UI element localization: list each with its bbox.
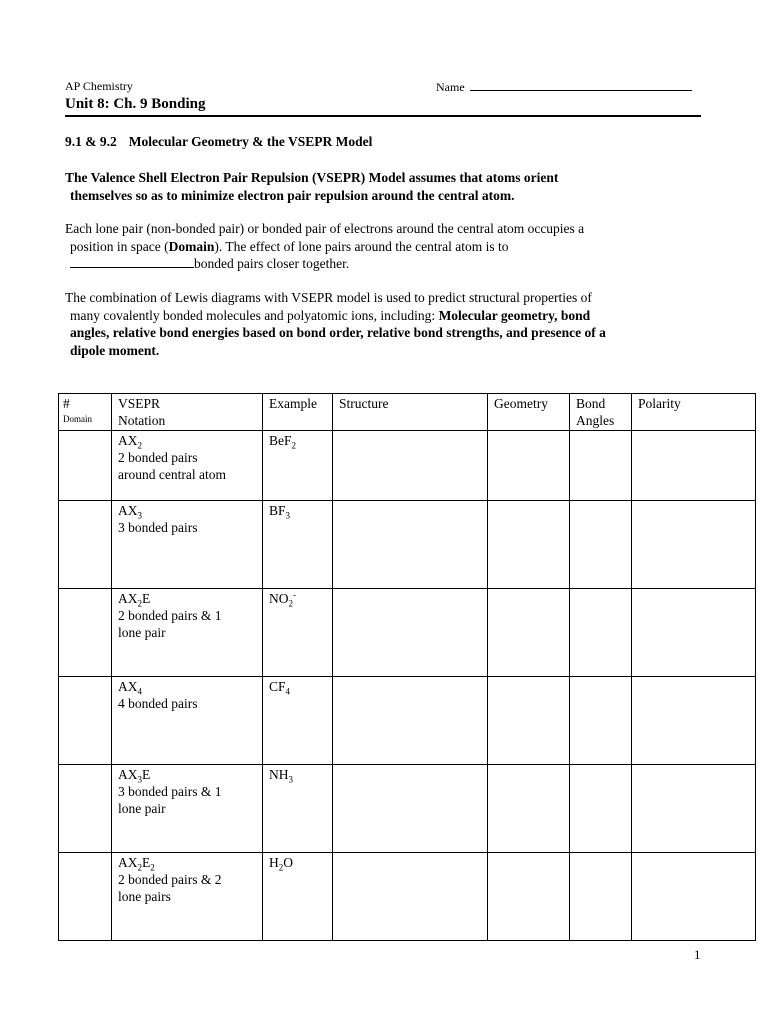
table-row bbox=[59, 853, 756, 941]
notation-base: AX bbox=[118, 679, 138, 694]
fill-in-blank bbox=[70, 255, 194, 268]
cell-polarity[interactable] bbox=[632, 677, 756, 765]
p3-line2 bbox=[65, 307, 705, 325]
cell-bond-angles[interactable] bbox=[570, 677, 632, 765]
p2-line2-a: position in space ( bbox=[70, 238, 169, 254]
cell-polarity[interactable] bbox=[632, 853, 756, 941]
name-label: Name bbox=[436, 80, 465, 94]
header-bond-angles bbox=[570, 394, 632, 431]
notation-base: AX bbox=[118, 767, 138, 782]
p3-line2-a: many covalently bonded molecules and polyatomic ions, including: bbox=[70, 307, 439, 323]
section-number: 9.1 & 9.2 bbox=[65, 134, 117, 149]
cell-example bbox=[263, 765, 333, 853]
section-heading bbox=[65, 134, 372, 150]
example-base: BF bbox=[269, 503, 286, 518]
cell-structure[interactable] bbox=[333, 501, 488, 589]
example-sub: 2 bbox=[278, 862, 284, 873]
name-field bbox=[436, 79, 692, 95]
cell-bond-angles[interactable] bbox=[570, 853, 632, 941]
cell-geometry[interactable] bbox=[488, 765, 570, 853]
cell-example bbox=[263, 853, 333, 941]
notation-base: AX bbox=[118, 503, 138, 518]
example-base: NO bbox=[269, 591, 289, 606]
notation-sub: 3 bbox=[137, 774, 142, 785]
cell-polarity[interactable] bbox=[632, 765, 756, 853]
notation-lone-pair: E bbox=[142, 855, 151, 870]
header-rule bbox=[65, 115, 701, 117]
cell-vsepr-notation bbox=[112, 853, 263, 941]
cell-geometry[interactable] bbox=[488, 589, 570, 677]
table-row bbox=[59, 765, 756, 853]
example-base: CF bbox=[269, 679, 286, 694]
header-vsepr-notation bbox=[112, 394, 263, 431]
table-row bbox=[59, 501, 756, 589]
cell-structure[interactable] bbox=[333, 853, 488, 941]
p1-line1: The Valence Shell Electron Pair Repulsion (VSEPR) Model assumes that atoms orient bbox=[65, 170, 559, 185]
p2-line2 bbox=[65, 238, 705, 256]
cell-structure[interactable] bbox=[333, 589, 488, 677]
table-header-row bbox=[59, 394, 756, 431]
notation-formula bbox=[118, 590, 256, 607]
example-sub: 3 bbox=[285, 510, 291, 521]
cell-vsepr-notation bbox=[112, 589, 263, 677]
notation-sub: 2 bbox=[137, 862, 142, 873]
cell-polarity[interactable] bbox=[632, 589, 756, 677]
cell-bond-angles[interactable] bbox=[570, 501, 632, 589]
p2-line3-text: bonded pairs closer together. bbox=[194, 256, 350, 271]
cell-bond-angles[interactable] bbox=[570, 589, 632, 677]
header-polarity: Polarity bbox=[632, 394, 756, 431]
cell-geometry[interactable] bbox=[488, 853, 570, 941]
cell-vsepr-notation bbox=[112, 765, 263, 853]
notation-lone-pair: E bbox=[142, 767, 151, 782]
p2-line3 bbox=[65, 255, 705, 273]
notation-formula bbox=[118, 766, 256, 783]
p3-line4 bbox=[65, 342, 705, 360]
table-row bbox=[59, 431, 756, 501]
cell-geometry[interactable] bbox=[488, 431, 570, 501]
notation-formula bbox=[118, 502, 256, 519]
p3-line3 bbox=[65, 324, 705, 342]
p3-line4-bold: dipole moment. bbox=[70, 342, 160, 358]
cell-polarity[interactable] bbox=[632, 501, 756, 589]
cell-example bbox=[263, 677, 333, 765]
notation-desc1: 2 bonded pairs bbox=[118, 450, 198, 465]
header-bond-line1: Bond bbox=[576, 396, 606, 411]
p2-line1: Each lone pair (non-bonded pair) or bonded pair of electrons around the central atom occupies a bbox=[65, 221, 585, 236]
example-sub: 3 bbox=[288, 774, 293, 785]
vsepr-table bbox=[58, 393, 756, 941]
cell-domain[interactable] bbox=[59, 765, 112, 853]
paragraph-vsepr-definition bbox=[65, 169, 705, 204]
example-charge: - bbox=[293, 589, 296, 600]
example-tail: O bbox=[283, 855, 293, 870]
course-name: AP Chemistry bbox=[65, 79, 133, 93]
cell-polarity[interactable] bbox=[632, 431, 756, 501]
paragraph-lewis-vsepr bbox=[65, 289, 705, 359]
table-row bbox=[59, 677, 756, 765]
header-geometry: Geometry bbox=[488, 394, 570, 431]
notation-sub2: 2 bbox=[150, 862, 155, 873]
cell-vsepr-notation bbox=[112, 501, 263, 589]
cell-geometry[interactable] bbox=[488, 677, 570, 765]
notation-desc2: lone pairs bbox=[118, 889, 171, 904]
notation-sub: 3 bbox=[137, 510, 142, 521]
notation-desc1: 2 bonded pairs & 1 bbox=[118, 608, 222, 623]
notation-base: AX bbox=[118, 433, 138, 448]
notation-lone-pair: E bbox=[142, 591, 151, 606]
example-sub: 2 bbox=[288, 598, 293, 609]
cell-vsepr-notation bbox=[112, 677, 263, 765]
p3-line1: The combination of Lewis diagrams with VSEPR model is used to predict structural properties of bbox=[65, 290, 592, 305]
notation-formula bbox=[118, 432, 256, 449]
p3-line2-b: Molecular geometry, bond bbox=[438, 307, 591, 323]
unit-title: Unit 8: Ch. 9 Bonding bbox=[65, 96, 206, 112]
domain-term: Domain bbox=[168, 238, 215, 254]
cell-geometry[interactable] bbox=[488, 501, 570, 589]
cell-domain[interactable] bbox=[59, 589, 112, 677]
cell-example bbox=[263, 589, 333, 677]
paragraph-domain bbox=[65, 220, 705, 273]
table-row bbox=[59, 589, 756, 677]
notation-desc2: lone pair bbox=[118, 801, 166, 816]
notation-desc1: 4 bonded pairs bbox=[118, 696, 198, 711]
header-structure: Structure bbox=[333, 394, 488, 431]
cell-structure[interactable] bbox=[333, 431, 488, 501]
cell-example bbox=[263, 431, 333, 501]
notation-desc1: 2 bonded pairs & 2 bbox=[118, 872, 222, 887]
notation-sub: 2 bbox=[137, 598, 142, 609]
header-bond-line2: Angles bbox=[576, 413, 615, 428]
cell-domain[interactable] bbox=[59, 431, 112, 501]
notation-desc2: lone pair bbox=[118, 625, 166, 640]
cell-domain[interactable] bbox=[59, 853, 112, 941]
example-base: BeF bbox=[269, 433, 292, 448]
cell-bond-angles[interactable] bbox=[570, 431, 632, 501]
cell-structure[interactable] bbox=[333, 765, 488, 853]
cell-domain[interactable] bbox=[59, 501, 112, 589]
cell-bond-angles[interactable] bbox=[570, 765, 632, 853]
cell-example bbox=[263, 501, 333, 589]
notation-desc1: 3 bonded pairs bbox=[118, 520, 198, 535]
section-title: Molecular Geometry & the VSEPR Model bbox=[128, 134, 373, 149]
example-sub: 2 bbox=[291, 440, 297, 451]
header-example: Example bbox=[263, 394, 333, 431]
name-blank-line bbox=[470, 79, 692, 91]
notation-formula bbox=[118, 678, 256, 695]
example-base: H bbox=[269, 855, 279, 870]
notation-sub: 2 bbox=[137, 440, 142, 451]
header-vsepr-line2: Notation bbox=[118, 413, 166, 428]
cell-structure[interactable] bbox=[333, 677, 488, 765]
header-domain-small: Domain bbox=[63, 414, 92, 424]
notation-desc2: around central atom bbox=[118, 467, 226, 482]
cell-vsepr-notation bbox=[112, 431, 263, 501]
notation-formula bbox=[118, 854, 256, 871]
header-domain-hash: # bbox=[63, 396, 70, 411]
header-domain bbox=[59, 394, 112, 431]
notation-base: AX bbox=[118, 591, 138, 606]
example-base: NH bbox=[269, 767, 289, 782]
cell-domain[interactable] bbox=[59, 677, 112, 765]
header-vsepr-line1: VSEPR bbox=[118, 396, 161, 411]
page-number: 1 bbox=[694, 947, 701, 962]
p3-line3-bold: angles, relative bond energies based on bond order, relative bond strengths, and presence of a bbox=[70, 325, 606, 340]
example-sub: 4 bbox=[285, 686, 291, 697]
p2-line2-c: ). The effect of lone pairs around the central atom is to bbox=[214, 238, 509, 254]
p1-line2: themselves so as to minimize electron pair repulsion around the central atom. bbox=[70, 187, 515, 203]
notation-sub: 4 bbox=[137, 686, 142, 697]
notation-base: AX bbox=[118, 855, 138, 870]
notation-desc1: 3 bonded pairs & 1 bbox=[118, 784, 222, 799]
